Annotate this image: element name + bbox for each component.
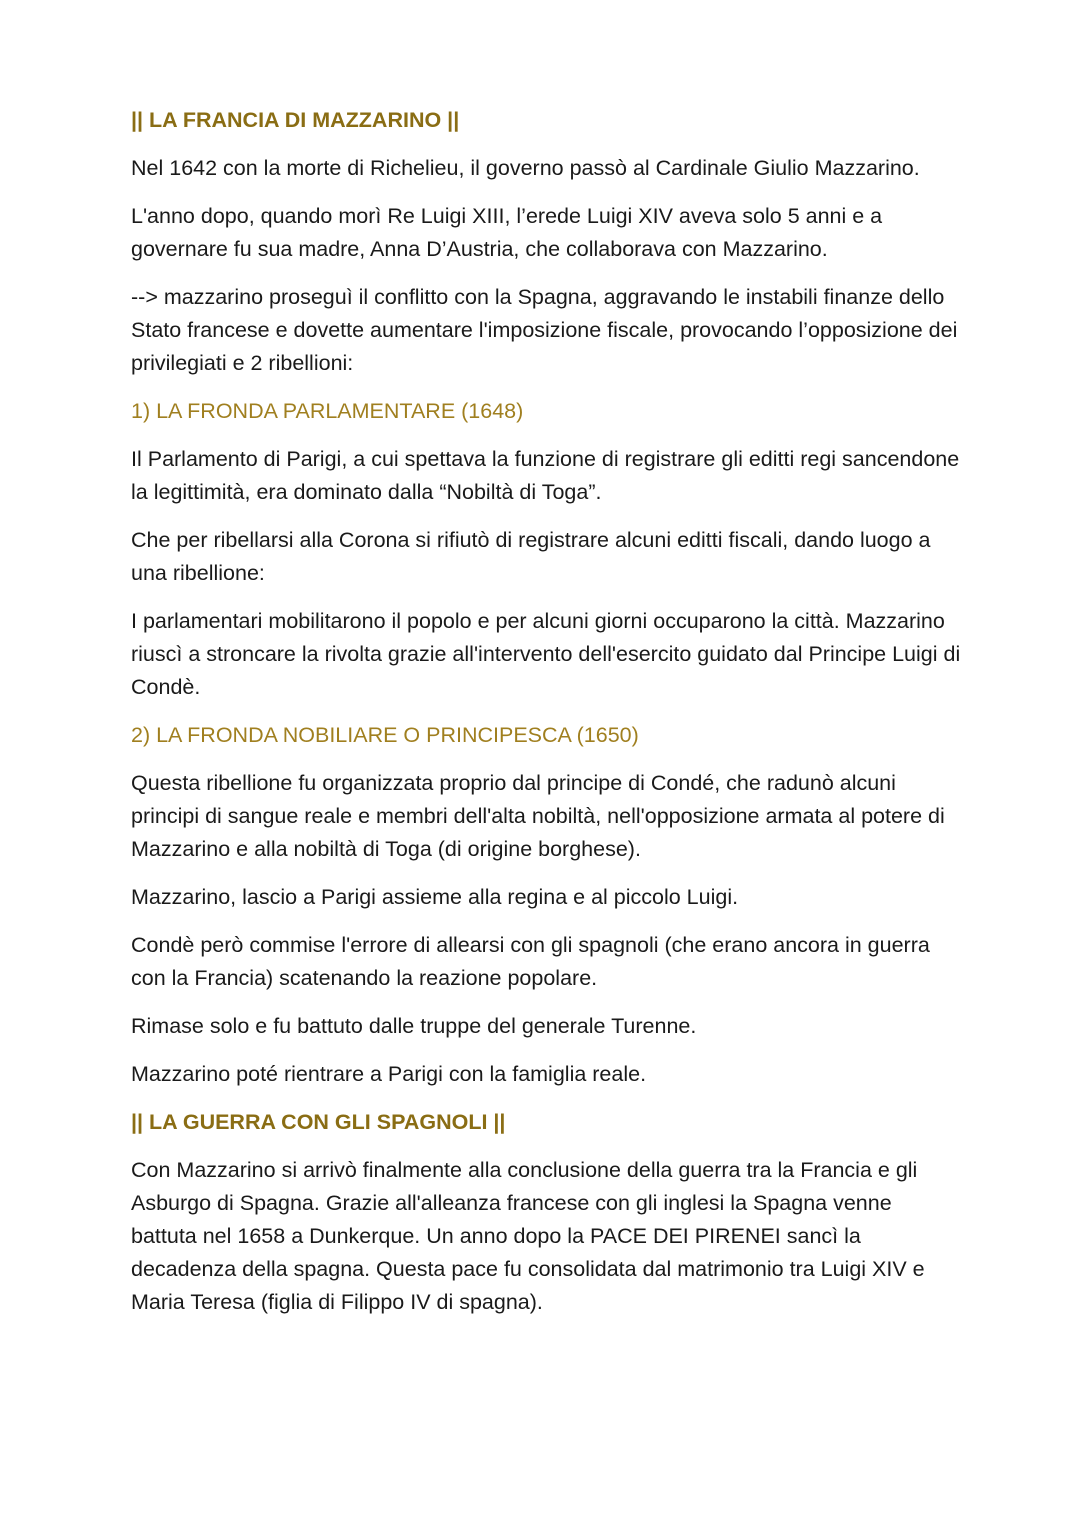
paragraph-parlamentari-popolo: I parlamentari mobilitarono il popolo e per alcuni giorni occuparono la città. Mazzarino riuscì a stroncare la rivolta grazie all'intervento dell'esercito guidato dal Principe Luigi di Condè. [131, 609, 961, 699]
paragraph-parlamento-parigi: Il Parlamento di Parigi, a cui spettava la funzione di registrare gli editti regi sancendone la legittimità, era dominato dalla “Nobiltà di Toga”. [131, 447, 960, 504]
document-page [131, 104, 961, 1334]
paragraph-rientro-parigi: Mazzarino poté rientrare a Parigi con la famiglia reale. [131, 1062, 647, 1086]
paragraph-ribellione-conde: Questa ribellione fu organizzata proprio dal principe di Condé, che radunò alcuni principi di sangue reale e membri dell'alta nobiltà, nell'opposizione armata al potere di Mazzarino e alla nobiltà di Toga (di origine borghese). [131, 771, 945, 861]
section-heading-francia-mazzarino: || LA FRANCIA DI MAZZARINO || [131, 108, 460, 132]
paragraph-mazzarino-lascio-parigi: Mazzarino, lascio a Parigi assieme alla regina e al piccolo Luigi. [131, 885, 739, 909]
subheading-fronda-nobiliare: 2) LA FRONDA NOBILIARE O PRINCIPESCA (1650) [131, 723, 639, 747]
paragraph-morte-richelieu: Nel 1642 con la morte di Richelieu, il governo passò al Cardinale Giulio Mazzarino. [131, 156, 920, 180]
subheading-fronda-parlamentare: 1) LA FRONDA PARLAMENTARE (1648) [131, 399, 524, 423]
paragraph-pace-pirenei: Con Mazzarino si arrivò finalmente alla conclusione della guerra tra la Francia e gli Asburgo di Spagna. Grazie all'alleanza francese con gli inglesi la Spagna venne battuta nel 1658 a Dunkerque. Un anno dopo la PACE DEI PIRENEI sancì la decadenza della spagna. Questa pace fu consolidata dal matrimonio tra Luigi XIV e Maria Teresa (figlia di Filippo IV di spagna). [131, 1158, 925, 1314]
paragraph-rifiuto-editti: Che per ribellarsi alla Corona si rifiutò di registrare alcuni editti fiscali, dando luogo a una ribellione: [131, 528, 931, 585]
section-heading-guerra-spagnoli: || LA GUERRA CON GLI SPAGNOLI || [131, 1110, 506, 1134]
paragraph-conde-spagnoli: Condè però commise l'errore di allearsi con gli spagnoli (che erano ancora in guerra con la Francia) scatenando la reazione popolare. [131, 933, 930, 990]
paragraph-conflitto-spagna: --> mazzarino proseguì il conflitto con la Spagna, aggravando le instabili finanze dello Stato francese e dovette aumentare l'imposizione fiscale, provocando l’opposizione dei privilegiati e 2 ribellioni: [131, 285, 958, 375]
paragraph-turenne: Rimase solo e fu battuto dalle truppe del generale Turenne. [131, 1014, 697, 1038]
paragraph-anna-d-austria: L'anno dopo, quando morì Re Luigi XIII, l’erede Luigi XIV aveva solo 5 anni e a governare fu sua madre, Anna D’Austria, che collaborava con Mazzarino. [131, 204, 883, 261]
